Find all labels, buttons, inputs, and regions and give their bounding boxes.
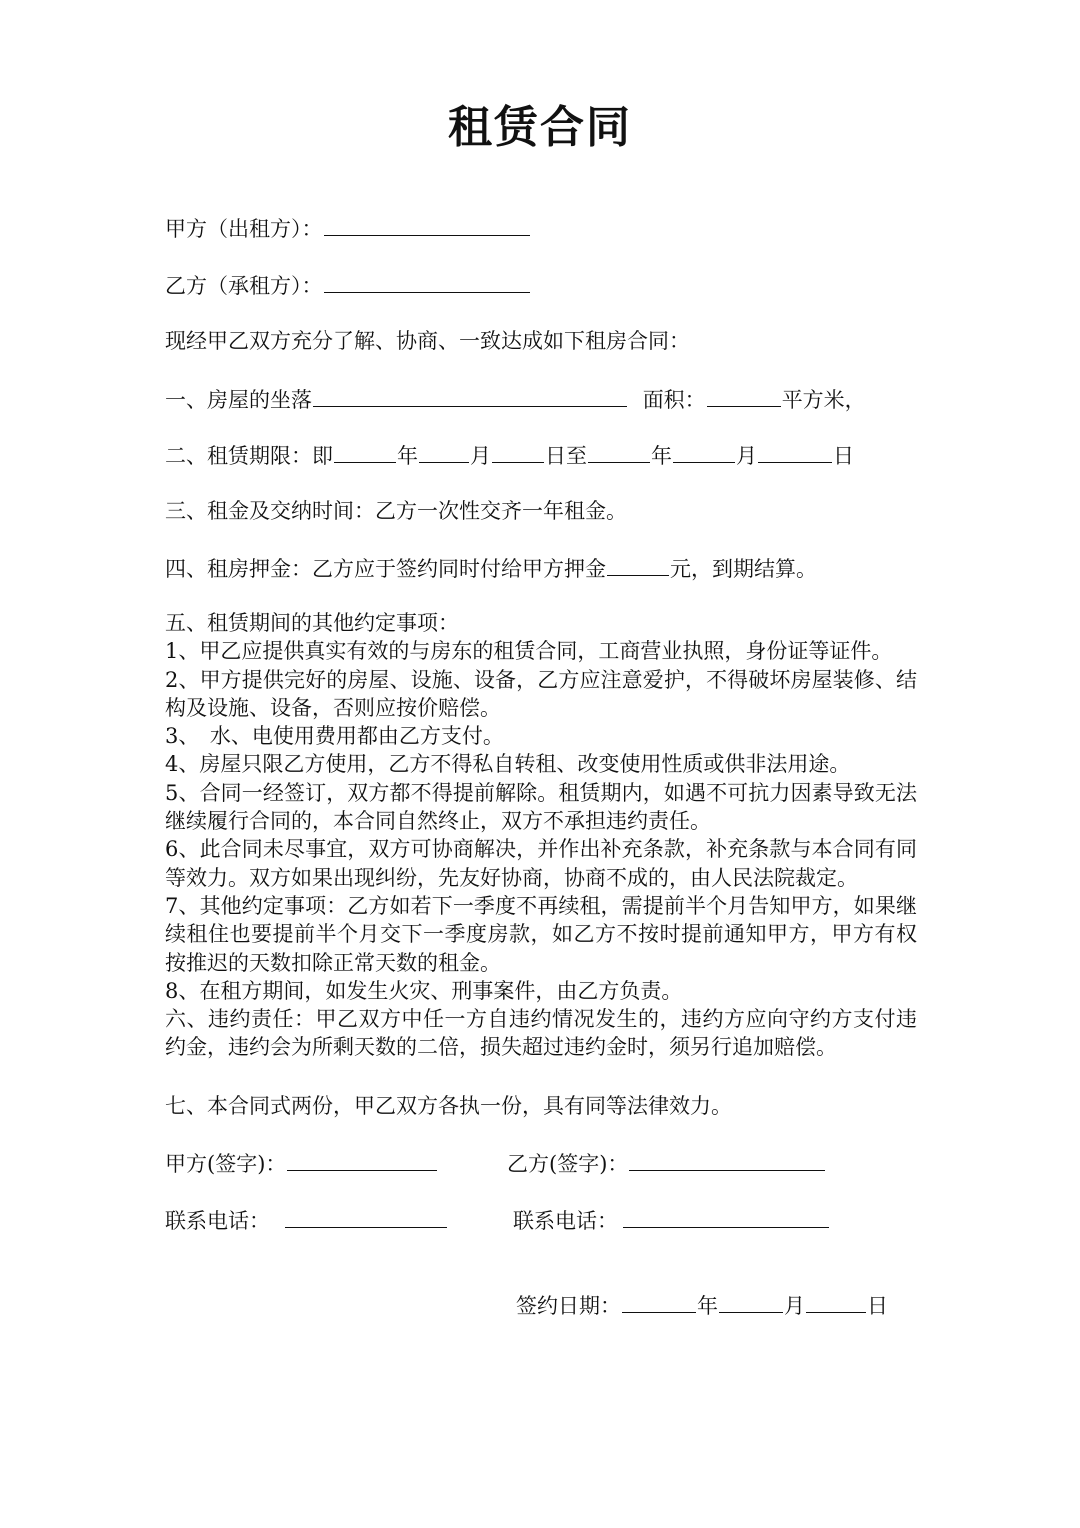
document-title: 租赁合同 (448, 102, 632, 153)
deposit-suffix: 元，到期结算。 (670, 557, 817, 581)
day-label: 日 (867, 1294, 888, 1318)
start-day-blank (492, 440, 544, 463)
term-item: 1、甲乙应提供真实有效的与房东的租赁合同，工商营业执照，身份证等证件。 (165, 639, 893, 664)
party-a-label: 甲方（出租方）： (165, 217, 323, 241)
end-month-blank (673, 440, 735, 463)
day-to-label: 日至 (545, 444, 587, 468)
year-label: 年 (397, 444, 418, 468)
party-a-phone-label: 联系电话： (165, 1209, 270, 1233)
month-label: 月 (784, 1294, 805, 1318)
area-blank (707, 384, 781, 407)
area-unit: 平方米， (781, 388, 866, 412)
party-a-sign-blank (287, 1148, 437, 1171)
party-a-sign-label: 甲方(签字)： (165, 1152, 287, 1176)
party-a-phone-blank (285, 1205, 447, 1228)
term-item: 5、合同一经签订，双方都不得提前解除。租赁期内，如遇不可抗力因素导致无法继续履行合同的，本合同自然终止，双方不承担违约责任。 (165, 780, 917, 834)
term-item: 4、房屋只限乙方使用，乙方不得私自转租、改变使用性质或供非法用途。 (165, 752, 851, 777)
sign-year-blank (622, 1290, 696, 1313)
location-blank (313, 384, 627, 407)
party-b-signature (507, 1148, 826, 1178)
breach-clause: 六、违约责任：甲乙双方中任一方自违约情况发生的，违约方应向守约方支付违约金，违约会为所剩天数的二倍，损失超过违约金时，须另行追加赔偿。 (165, 1007, 917, 1060)
intro-line: 现经甲乙双方充分了解、协商、一致达成如下租房合同： (165, 329, 690, 353)
area-label: 面积： (642, 388, 706, 412)
party-b-phone-blank (623, 1205, 829, 1228)
deposit-blank (607, 553, 669, 576)
signing-date (516, 1290, 888, 1320)
party-b-label: 乙方（承租方）： (165, 274, 323, 298)
end-year-blank (588, 440, 650, 463)
party-b-sign-label: 乙方(签字)： (507, 1152, 629, 1176)
party-b-blank (324, 270, 530, 293)
party-a-signature (165, 1148, 438, 1178)
term-item: 8、在租方期间，如发生火灾、刑事案件，由乙方负责。 (165, 978, 683, 1003)
start-year-blank (334, 440, 396, 463)
section-3-line: 三、租金及交纳时间：乙方一次性交齐一年租金。 (165, 499, 627, 523)
party-a-phone (165, 1205, 448, 1235)
term-label: 二、租赁期限：即 (165, 444, 333, 468)
sign-day-blank (806, 1290, 866, 1313)
party-b-phone (513, 1205, 830, 1235)
signing-date-label: 签约日期： (516, 1294, 621, 1318)
month-label: 月 (736, 444, 757, 468)
party-b-phone-label: 联系电话： (513, 1209, 618, 1233)
party-a-blank (324, 213, 530, 236)
section-1-line (165, 384, 866, 414)
section-4-line (165, 553, 817, 583)
terms-section (165, 609, 917, 1062)
end-day-blank (758, 440, 832, 463)
year-label: 年 (651, 444, 672, 468)
sign-month-blank (719, 1290, 783, 1313)
term-item: 2、甲方提供完好的房屋、设施、设备，乙方应注意爱护，不得破坏房屋装修、结构及设施、设备，否则应按价赔偿。 (165, 667, 917, 720)
section-7-line: 七、本合同式两份，甲乙双方各执一份，具有同等法律效力。 (165, 1094, 732, 1118)
term-item: 3、 水、电使用费用都由乙方支付。 (165, 724, 504, 749)
party-a-line (165, 213, 531, 243)
day-label: 日 (833, 444, 854, 468)
deposit-label: 四、租房押金：乙方应于签约同时付给甲方押金 (165, 557, 606, 581)
terms-heading: 五、租赁期间的其他约定事项： (165, 611, 459, 635)
start-month-blank (419, 440, 469, 463)
term-item: 6、此合同未尽事宜，双方可协商解决，并作出补充条款，补充条款与本合同有同等效力。双方如果出现纠纷，先友好协商，协商不成的，由人民法院裁定。 (165, 837, 917, 890)
year-label: 年 (697, 1294, 718, 1318)
party-b-sign-blank (629, 1148, 825, 1171)
party-b-line (165, 270, 531, 300)
month-label: 月 (470, 444, 491, 468)
term-item: 7、其他约定事项：乙方如若下一季度不再续租，需提前半个月告知甲方，如果继续租住也要提前半个月交下一季度房款，如乙方不按时提前通知甲方，甲方有权按推迟的天数扣除正常天数的租金。 (165, 893, 917, 975)
location-label: 一、房屋的坐落 (165, 388, 312, 412)
section-2-line (165, 440, 854, 470)
